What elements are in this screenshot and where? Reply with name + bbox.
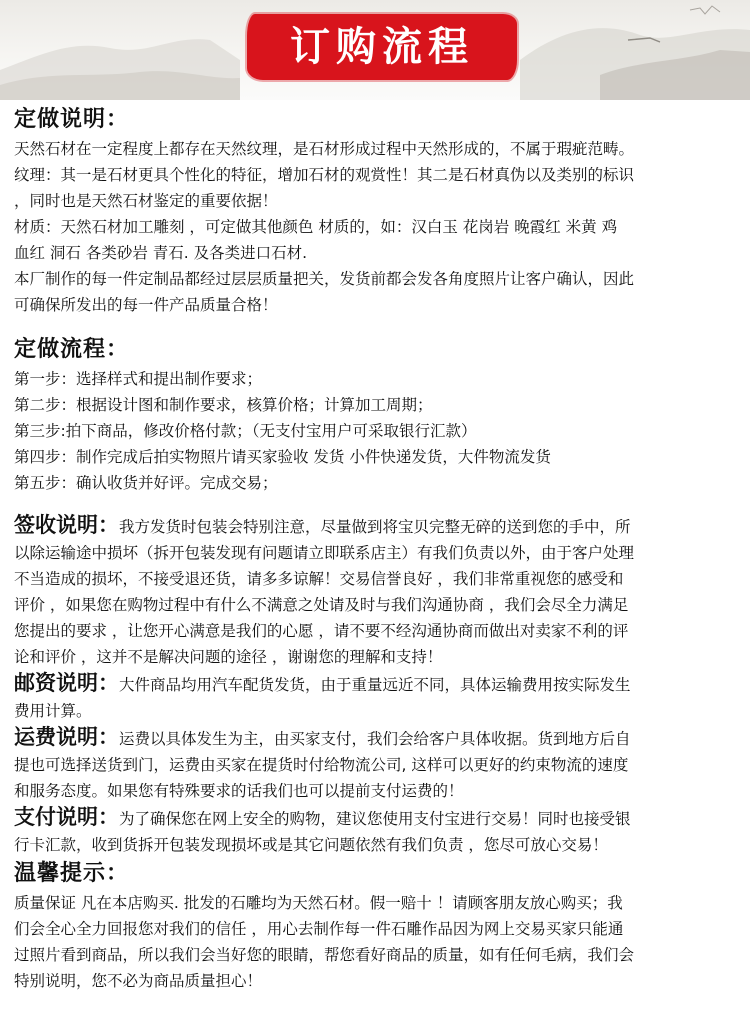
process-step: 第一步：选择样式和提出制作要求； (14, 370, 263, 388)
paragraph-line: 纹理：其一是石材更具个性化的特征，增加石材的观赏性！其二是石材真伪以及类别的标识 (14, 166, 635, 184)
paragraph-text: 运费以具体发生为主，由买家支付，我们会给客户具体收据。货到地方后自 (119, 730, 631, 748)
process-step: 第四步：制作完成后拍实物照片请买家验收 发货 小件快递发货，大件物流发货 (14, 448, 551, 466)
paragraph-line: 质量保证 凡在本店购买. 批发的石雕均为天然石材。假一赔十 ！请顾客朋友放心购买；我 (14, 894, 623, 912)
paragraph-line: 本厂制作的每一件定制品都经过层层质量把关，发货前都会发各角度照片让客户确认，因此 (14, 270, 635, 288)
section-heading: 运费说明： (14, 725, 119, 749)
custom-note-section (14, 104, 740, 318)
paragraph-line: 血红 洞石 各类砂岩 青石. 及各类进口石材. (14, 244, 308, 262)
section-heading: 温馨提示： (14, 861, 130, 886)
paragraph-line: 可确保所发出的每一件产品质量合格！ (14, 296, 278, 314)
paragraph-line: 和服务态度。如果您有特殊要求的话我们也可以提前支付运费的！ (14, 782, 464, 800)
paragraph-text: 为了确保您在网上安全的购物，建议您使用支付宝进行交易！同时也接受银 (119, 810, 631, 828)
tips-section (14, 858, 740, 994)
paragraph-line (14, 512, 740, 540)
paragraph-line: 特别说明，您不必为商品质量担心！ (14, 972, 263, 990)
paragraph-line: 天然石材在一定程度上都存在天然纹理，是石材形成过程中天然形成的，不属于瑕疵范畴。 (14, 140, 635, 158)
paragraph-text: 大件商品均用汽车配货发货，由于重量远近不同，具体运输费用按实际发生 (119, 676, 631, 694)
paragraph-line: 们会全心全力回报您对我们的信任 ，用心去制作每一件石雕作品因为网上交易买家只能通 (14, 920, 624, 938)
paragraph-line: 您提出的要求 ，让您开心满意是我们的心愿 ，请不要不经沟通协商而做出对卖家不利的评 (14, 622, 629, 640)
paragraph-line: ，同时也是天然石材鉴定的重要依据！ (14, 192, 278, 210)
postage-section (14, 670, 740, 724)
paragraph-line: 行卡汇款，收到货拆开包装发现损坏或是其它问题依然有我们负责 ，您尽可放心交易！ (14, 836, 608, 854)
paragraph-line: 提也可选择送货到门，运费由买家在提货时付给物流公司, 这样可以更好的约束物流的速度 (14, 756, 629, 774)
custom-process-section (14, 334, 740, 496)
payment-section (14, 804, 740, 858)
section-heading: 支付说明： (14, 805, 119, 829)
process-step: 第三步:拍下商品，修改价格付款；（无支付宝用户可采取银行汇款） (14, 422, 477, 440)
paragraph-line: 论和评价 ，这并不是解决问题的途径 ，谢谢您的理解和支持！ (14, 648, 443, 666)
section-heading: 邮资说明： (14, 671, 119, 695)
paragraph-line: 以除运输途中损坏（拆开包装发现有问题请立即联系店主）有我们负责以外，由于客户处理 (14, 544, 635, 562)
receipt-section (14, 512, 740, 670)
freight-section (14, 724, 740, 804)
main-content (14, 104, 740, 994)
section-heading: 定做说明： (14, 107, 130, 132)
paragraph-line (14, 724, 740, 752)
page-title: 订购流程 (290, 24, 474, 70)
section-heading: 定做流程： (14, 337, 130, 362)
process-step: 第二步：根据设计图和制作要求，核算价格；计算加工周期； (14, 396, 433, 414)
paragraph-line: 评价 ，如果您在购物过程中有什么不满意之处请及时与我们沟通协商 ，我们会尽全力满足 (14, 596, 629, 614)
header-banner (0, 0, 750, 100)
paragraph-line (14, 670, 740, 698)
paragraph-line: 材质：天然石材加工雕刻 ，可定做其他颜色 材质的，如：汉白玉 花岗岩 晚霞红 米黄 鸡 (14, 218, 618, 236)
section-heading: 签收说明： (14, 513, 119, 537)
paragraph-text: 我方发货时包装会特别注意，尽量做到将宝贝完整无碎的送到您的手中，所 (119, 518, 631, 536)
process-step: 第五步：确认收货并好评。完成交易； (14, 474, 278, 492)
paragraph-line: 费用计算。 (14, 702, 92, 720)
paragraph-line (14, 804, 740, 832)
paragraph-line: 过照片看到商品，所以我们会当好您的眼睛，帮您看好商品的质量，如有任何毛病，我们会 (14, 946, 635, 964)
paragraph-line: 不当造成的损坏，不接受退还货，请多多谅解！交易信誉良好 ，我们非常重视您的感受和 (14, 570, 624, 588)
